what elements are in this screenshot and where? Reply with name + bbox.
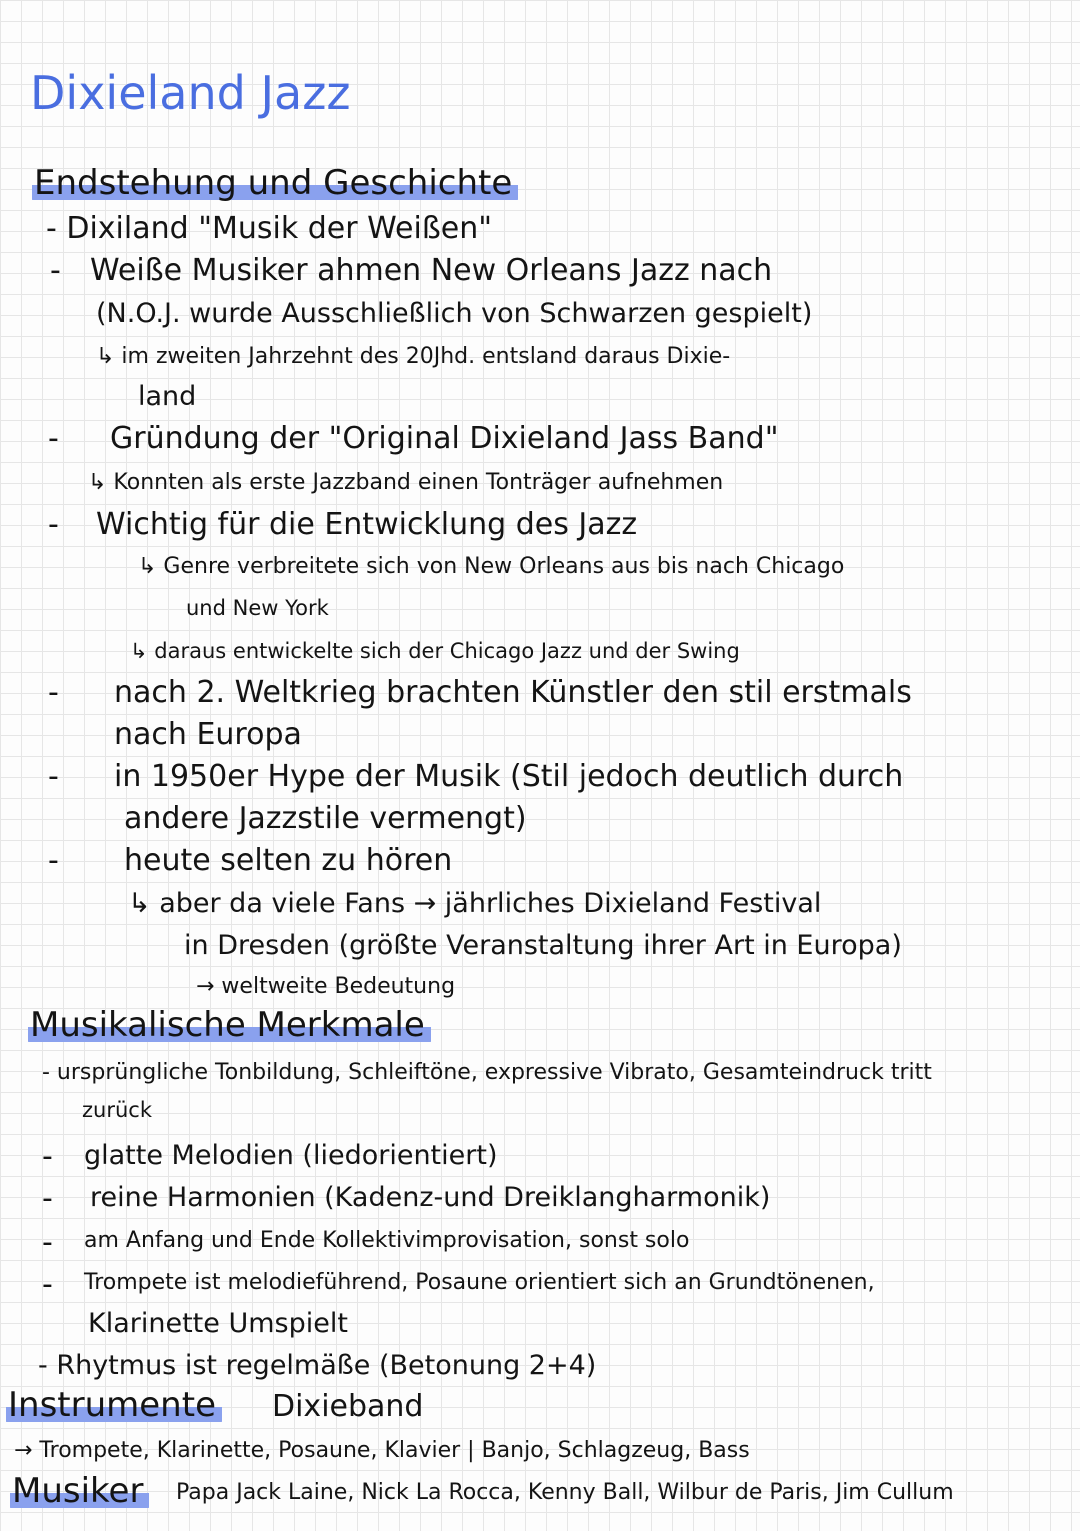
history-line-10: und New York <box>186 596 329 620</box>
history-line-4: ↳ im zweiten Jahrzehnt des 20Jhd. entsland daraus Dixie- <box>96 344 731 369</box>
history-line-15: andere Jazzstile vermengt) <box>124 801 527 836</box>
history-line-19: → weltweite Bedeutung <box>196 974 456 999</box>
features-line-1: - ursprüngliche Tonbildung, Schleiftöne, expressive Vibrato, Gesamteindruck tritt <box>42 1060 932 1085</box>
section-heading-instruments: Instrumente <box>6 1388 222 1422</box>
features-line-5: am Anfang und Ende Kollektivimprovisation, sonst solo <box>84 1228 690 1253</box>
bullet-dash: - <box>48 843 59 878</box>
bullet-dash: - <box>50 253 61 288</box>
bullet-dash: - <box>42 1225 53 1260</box>
bullet-dash: - <box>48 507 59 542</box>
history-line-12: nach 2. Weltkrieg brachten Künstler den stil erstmals <box>114 675 912 710</box>
bullet-dash: - <box>42 1181 53 1216</box>
bullet-dash: - <box>48 675 59 710</box>
section-heading-history: Endstehung und Geschichte <box>32 166 518 200</box>
history-line-2: Weiße Musiker ahmen New Orleans Jazz nach <box>90 253 773 288</box>
history-line-18: in Dresden (größte Veranstaltung ihrer Art in Europa) <box>184 930 902 961</box>
history-line-14: in 1950er Hype der Musik (Stil jedoch deutlich durch <box>114 759 904 794</box>
section-heading-musicians: Musiker <box>10 1474 149 1508</box>
bullet-dash: - <box>42 1267 53 1302</box>
history-line-17: ↳ aber da viele Fans → jährliches Dixieland Festival <box>128 888 822 919</box>
bullet-dash: - <box>48 759 59 794</box>
history-line-6: Gründung der "Original Dixieland Jass Band" <box>110 421 779 456</box>
features-line-2: zurück <box>82 1098 152 1122</box>
history-line-5: land <box>138 381 197 412</box>
history-line-3: (N.O.J. wurde Ausschließlich von Schwarzen gespielt) <box>96 298 813 329</box>
history-line-7: ↳ Konnten als erste Jazzband einen Tonträger aufnehmen <box>88 470 724 495</box>
bullet-dash: - <box>48 421 59 456</box>
section-heading-features: Musikalische Merkmale <box>28 1008 431 1042</box>
history-line-8: Wichtig für die Entwicklung des Jazz <box>96 507 638 542</box>
history-line-13: nach Europa <box>114 717 302 752</box>
history-line-11: ↳ daraus entwickelte sich der Chicago Jazz und der Swing <box>130 639 740 663</box>
features-line-3: glatte Melodien (liedorientiert) <box>84 1140 498 1171</box>
history-line-1: - Dixiland "Musik der Weißen" <box>46 211 493 246</box>
features-line-4: reine Harmonien (Kadenz-und Dreiklangharmonik) <box>90 1182 771 1213</box>
bullet-dash: - <box>42 1139 53 1174</box>
features-line-7: Klarinette Umspielt <box>88 1308 348 1339</box>
history-line-16: heute selten zu hören <box>124 843 453 878</box>
history-line-9: ↳ Genre verbreitete sich von New Orleans aus bis nach Chicago <box>138 554 845 579</box>
musicians-line: Papa Jack Laine, Nick La Rocca, Kenny Ball, Wilbur de Paris, Jim Cullum <box>176 1480 954 1505</box>
features-line-8: - Rhytmus ist regelmäße (Betonung 2+4) <box>38 1350 597 1381</box>
instruments-subtitle: Dixieband <box>272 1389 424 1424</box>
instruments-line: → Trompete, Klarinette, Posaune, Klavier | Banjo, Schlagzeug, Bass <box>14 1438 750 1463</box>
features-line-6: Trompete ist melodieführend, Posaune orientiert sich an Grundtönenen, <box>84 1270 875 1295</box>
page-title: Dixieland Jazz <box>30 66 351 120</box>
